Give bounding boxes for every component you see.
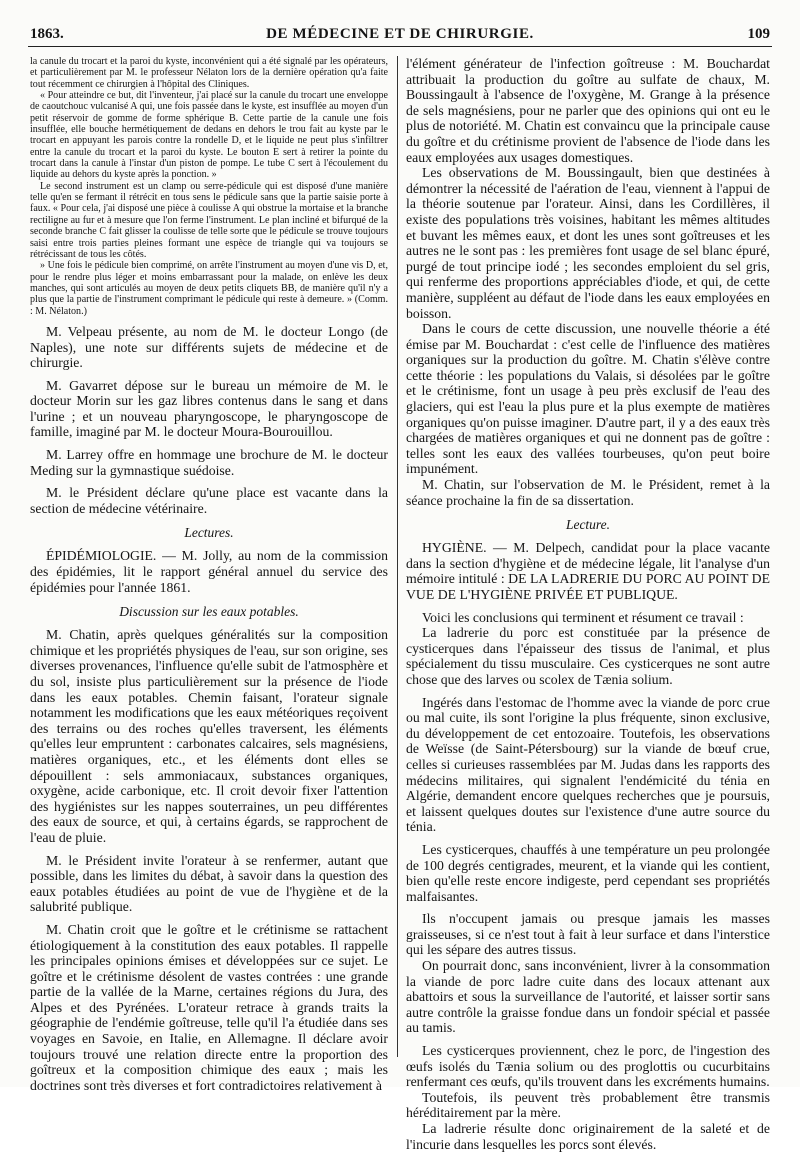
- paragraph-chatin-goitre: M. Chatin croit que le goître et le crétinisme se rattachent étiologiquement à la constitution des eaux potables. Il rappelle les principales opinions émises et développées sur ce sujet. Le goître et le crétinisme désolent de vastes contrées : une grande partie de la vallée de la Marne, certaines régions du Jura, des Alpes et des Pyrénées. L'orateur retrace à grands traits la géographie de l'endémie goîtreuse, telle qu'il l'a étudiée dans ses voyages en Savoie, en Italie, en Allemagne. Il déclare avoir toujours trouvé une relation directe entre la proportion des goîtreux et la composition chimique des eaux ; mais les doctrines sont très diverses et fort contradictoires relativement à: [30, 921, 388, 1093]
- section-heading-discussion: Discussion sur les eaux potables.: [119, 604, 299, 620]
- paragraph-president-invite: M. le Président invite l'orateur à se renfermer, autant que possible, dans les limites du débat, à savoir dans la question des eaux potables étudiées au point de vue de l'hygiène et de la salubrité publique.: [30, 852, 388, 915]
- paragraph-consommation: On pourrait donc, sans inconvénient, livrer à la consommation la viande de porc ladre cuite dans des locaux attenant aux abattoirs et sous la surveillance de l'autorité, et laisser sortir sans autre contrôle la graisse fondue dans un fondoir spécial et passée au tamis.: [406, 958, 770, 1036]
- paragraph-provenance: Les cysticerques proviennent, chez le porc, de l'ingestion des œufs isolés du Tænia solium ou des proglottis ou cucurbitains renfermant ces œufs, qu'ils trouvent dans les excréments humains.: [406, 1043, 770, 1090]
- paragraph-president-vacancy: M. le Président déclare qu'une place est vacante dans la section de médecine vétérinaire.: [30, 485, 388, 516]
- header-year: 1863.: [30, 26, 64, 42]
- paragraph-temperature: Les cysticerques, chauffés à une température un peu prolongée de 100 degrés centigrades, meurent, et la viande qui les contient, bien qu'elle reste encore indigeste, perd cependant ses propriétés malfaisantes.: [406, 841, 770, 904]
- paragraph-ladrerie-definition: La ladrerie du porc est constituée par la présence de cysticerques dans l'épaisseur des tissus de l'animal, et plus spécialement du tissu musculaire. Ces cysticerques ne sont autre chose que des larves ou scolex de Tænia solium.: [406, 625, 770, 687]
- paragraph-heredite: Toutefois, ils peuvent très probablement être transmis héréditairement par la mère.: [406, 1089, 770, 1121]
- paragraph-boussingault: Les observations de M. Boussingault, bien que destinées à démontrer la nécessité de l'aération de l'eau, viennent à l'appui de la théorie soutenue par l'orateur. Ainsi, dans les Cordillères, il existe des populations très voisines, habitant les mêmes altitudes et buvant les mêmes eaux, et dont les unes sont goîtreuses et les autres ne le sont pas : les premières font usage de sel blanc épuré, purgé de tout principe iodé ; les secondes emploient du sel gris, qui renferme des proportions appréciables d'iode, et qui, de cette manière, suppléent au défaut de l'iode dans les eaux employées en boisson.: [406, 165, 770, 321]
- section-heading-lectures: Lectures.: [184, 525, 234, 541]
- paragraph-conclusions-intro: Voici les conclusions qui terminent et résument ce travail :: [422, 609, 744, 625]
- column-divider: [397, 56, 398, 1057]
- instrument-description-intro: la canule du trocart et la paroi du kyste, inconvénient qui a été signalé par les opérateurs, et particulièrement par M. le professeur Nélaton lors de la dernière opération qu'a faite tout récemment ce chirurgien à l'hôpital des Cliniques.: [30, 56, 388, 90]
- paragraph-bouchardat-theory: Dans le cours de cette discussion, une nouvelle théorie a été émise par M. Bouchardat : c'est celle de l'influence des matières organiques sur la production du goître. M. Chatin s'élève contre cette théorie : les populations du Valais, si désolées par le goître et le crétinisme, font un usage à peu près exclusif de l'eau des glaciers, qui est l'eau la plus pure et la plus exempte de matières organiques qu'on puisse imaginer. D'autre part, il y a des eaux très chargées de matières organiques et qui ne donnent pas de goître : telles sont les eaux des vallées tourbeuses, qu'on peut boire impunément.: [406, 321, 770, 477]
- header-title: DE MÉDECINE ET DE CHIRURGIE.: [266, 26, 534, 42]
- instrument-description-pedicule: » Une fois le pédicule bien comprimé, on arrête l'instrument au moyen d'une vis D, et, pour le rendre plus léger et moins embarrassant pour la malade, on enlève les deux manches, qui sont articulés au moyen de deux petits cliquets BB, de manière qu'il n'y a plus que la partie de l'instrument comprimant le pédicule qui reste à demeure. » (Comm. : M. Nélaton.): [30, 260, 388, 317]
- paragraph-chatin-adjourn: M. Chatin, sur l'observation de M. le Président, remet à la séance prochaine la fin de sa dissertation.: [406, 477, 770, 508]
- left-column: [30, 56, 388, 1093]
- paragraph-graisse: Ils n'occupent jamais ou presque jamais les masses graisseuses, si ce n'est tout à fait à leur surface et dans l'interstice qui les sépare des autres tissus.: [406, 911, 770, 958]
- paragraph-origine: La ladrerie résulte donc originairement de la saleté et de l'incurie dans lesquelles les porcs sont élevés.: [406, 1121, 770, 1152]
- section-heading-lecture: Lecture.: [565, 517, 611, 533]
- paragraph-goitre-theories: l'élément générateur de l'infection goîtreuse : M. Bouchardat attribuait la production du goître au sulfate de chaux, M. Boussingault à l'absence de l'oxygène, M. Grange à la présence de sels magnésiens, pour ne parler que des opinions qui ont eu le plus de notoriété. M. Chatin est convaincu que la principale cause du goître et du crétinisme provient de l'absence de l'iode dans les eaux employées aux usages domestiques.: [406, 56, 770, 165]
- instrument-description-clamp: Le second instrument est un clamp ou serre-pédicule qui est disposé d'une manière telle qu'en se fermant il rétrécit en tous sens le pédicule sans que la partie saisie porte à faux. « Pour cela, j'ai disposé une pièce à coulisse A qui obstrue la mortaise et la branche rectiligne au fur et à mesure que l'on ferme l'instrument. Le plan incliné et bifurqué de la seconde branche C fait glisser la coulisse de telle sorte que le pédicule se trouve toujours saisi entre trois parties pleines formant une espèce de triangle qui va toujours se rétrécissant de tous les côtés.: [30, 180, 388, 260]
- paragraph-chatin-generalities: M. Chatin, après quelques généralités sur la composition chimique et les propriétés physiques de l'eau, sur son origine, ses diverses provenances, l'influence qu'elle subit de l'atmosphère et du sol, insiste plus particulièrement sur la présence de l'iode dans les eaux potables. Chemin faisant, l'orateur signale notamment les modifications que les eaux météoriques reçoivent des terrains ou des roches qu'elles traversent, les éléments qu'elles leur empruntent : carbonates calcaires, sels magnésiens, matières organiques, etc., et les éléments dont elles se dépouillent : sels ammoniacaux, substances organiques, oxygène, acide carbonique, etc. Il croit devoir fixer l'attention des hygiénistes sur les nappes souterraines, un peu différentes des eaux de source, et qui, à certains égards, se rapprochent de l'eau de pluie.: [30, 627, 388, 845]
- paragraph-velpeau: M. Velpeau présente, au nom de M. le docteur Longo (de Naples), une note sur différents sujets de médecine et de chirurgie.: [30, 323, 388, 371]
- page-header: [28, 24, 772, 47]
- right-column: [406, 56, 770, 1152]
- paragraph-ingestion: Ingérés dans l'estomac de l'homme avec la viande de porc crue ou mal cuite, ils sont l'origine la plus fréquente, sinon exclusive, du développement de cet entozoaire. Toutefois, les observations de Weïsse (de Saint-Pétersbourg) sur la viande de bœuf crue, celles si curieuses rassemblées par M. Judas dans les rapports des médecins militaires, qui signalent l'endémicité du ténia en Algérie, demandent encore quelques recherches que je poursuis, et laissent quelques doutes sur l'existence d'une autre source du ténia.: [406, 694, 770, 835]
- instrument-description-trocart: « Pour atteindre ce but, dit l'inventeur, j'ai placé sur la canule du trocart une enveloppe de caoutchouc vulcanisé A qui, une fois passée dans le kyste, est insufflée au moyen d'un petit réservoir de gomme de forme sphérique B. Cette partie de la canule une fois insufflée, elle bouche hermétiquement de dedans en dehors le trou fait au kyste par le trocart en appuyant les parois contre la rondelle D, et le liquide ne peut plus s'infiltrer entre la canule du trocart et la paroi du kyste. Le bouton E sert à retirer la pointe du trocart dans la canule à l'instar d'un piston de pompe. Le tube C sert à l'écoulement du liquide au dehors du kyste après la ponction. »: [30, 90, 388, 181]
- page-number: 109: [747, 26, 770, 42]
- paragraph-larrey: M. Larrey offre en hommage une brochure de M. le docteur Meding sur la gymnastique suédoise.: [30, 447, 388, 478]
- paragraph-epidemiologie: ÉPIDÉMIOLOGIE. — M. Jolly, au nom de la commission des épidémies, lit le rapport général annuel du service des épidémies pour l'année 1861.: [30, 548, 388, 595]
- paragraph-hygiene-delpech: HYGIÈNE. — M. Delpech, candidat pour la place vacante dans la section d'hygiène et de médecine légale, lit l'analyse d'un mémoire intitulé : DE LA LADRERIE DU PORC AU POINT DE VUE DE L'HYGIÈNE PRIVÉE ET PUBLIQUE.: [406, 540, 770, 602]
- paragraph-gavarret: M. Gavarret dépose sur le bureau un mémoire de M. le docteur Morin sur les gaz libres contenus dans le sang et dans l'urine ; et un nouveau pharyngoscope, le pharyngoscope de famille, imaginé par M. le docteur Moura-Bourouillou.: [30, 377, 388, 440]
